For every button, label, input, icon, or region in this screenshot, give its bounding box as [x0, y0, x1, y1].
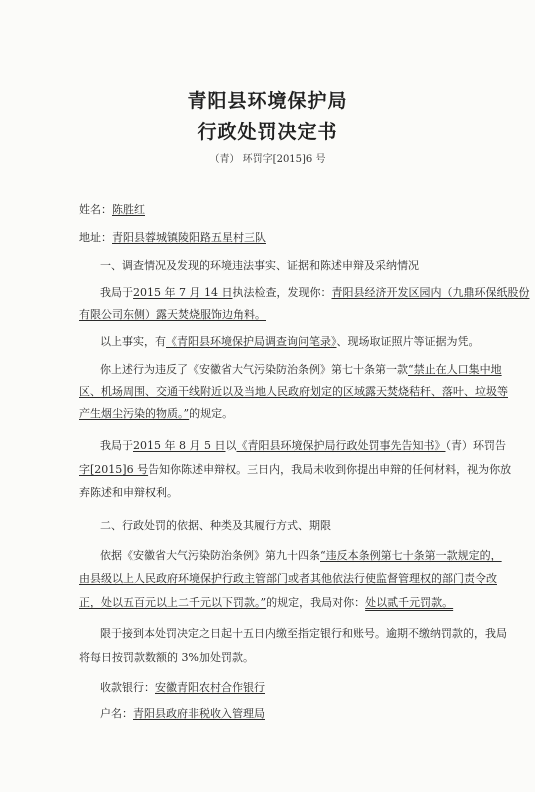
section1-p3-line2: 区、机场周围、交通干线附近以及当地人民政府划定的区域露天焚烧秸秆、落叶、垃圾等 [79, 385, 508, 398]
account-value: 青阳县政府非税收入管理局 [133, 707, 265, 720]
section1-p3-line1: 你上述行为违反了《安徽省大气污染防治条例》第七十条第一款“禁止在人口集中地 [100, 363, 502, 376]
section2-p2-line1: 限于接到本处罚决定之日起十五日内缴至指定银行和账号。逾期不缴纳罚款的，我局 [100, 627, 507, 640]
section2-p2-line2: 将每日按罚款数额的 3%加处罚款。 [79, 651, 254, 664]
document-title-line2: 行政处罚决定书 [197, 121, 338, 143]
section1-p2: 以上事实，有《青阳县环境保护局调查询问笔录》、现场取证照片等证据为凭。 [100, 335, 480, 348]
bank-value: 安徽青阳农村合作银行 [155, 681, 265, 694]
section1-p4-line1: 我局于2015 年 8 月 5 日以《青阳县环境保护局行政处罚事先告知书》（青）环罚告 [100, 439, 506, 452]
section1-p1-line2: 有限公司东侧）露天焚烧服饰边角料。 [79, 308, 266, 321]
name-value: 陈胜红 [112, 203, 145, 216]
section1-p1-line1: 我局于2015 年 7 月 14 日执法检查，发现你：青阳县经济开发区园内（九鼎环保纸股份 [100, 286, 530, 299]
section1-p4-line3: 弃陈述和申辩权利。 [79, 486, 178, 499]
account-line [100, 707, 265, 721]
section1-p4-line2: 字[2015]6 号告知你陈述申辩权。三日内，我局未收到你提出申辩的任何材料，视为你放 [79, 463, 512, 476]
section2-p1-line1: 依据《安徽省大气污染防治条例》第九十四条“违反本条例第七十条第一款规定的， [100, 549, 502, 562]
address-label: 地址： [79, 231, 112, 244]
document-number: （青） 环罚字[2015]6 号 [209, 154, 326, 165]
section2-p1-line3: 正，处以五百元以上二千元以下罚款。”的规定，我局对你：处以贰千元罚款。 [79, 596, 454, 609]
address-value: 青阳县蓉城镇陵阳路五星村三队 [112, 231, 266, 244]
bank-line [100, 681, 265, 695]
party-name-line [79, 203, 145, 217]
section2-heading: 二、行政处罚的依据、种类及其履行方式、期限 [100, 519, 331, 532]
document-title-line1: 青阳县环境保护局 [187, 90, 348, 112]
section1-p3-line3: 产生烟尘污染的物质。”的规定。 [79, 407, 234, 420]
name-label: 姓名： [79, 203, 112, 216]
account-label: 户名： [100, 707, 133, 720]
bank-label: 收款银行： [100, 681, 155, 694]
party-address-line [79, 231, 266, 245]
section2-p1-line2: 由县级以上人民政府环境保护行政主管部门或者其他依法行使监督管理权的部门责令改 [79, 572, 497, 585]
section1-heading: 一、调查情况及发现的环境违法事实、证据和陈述申辩及采纳情况 [100, 259, 419, 272]
